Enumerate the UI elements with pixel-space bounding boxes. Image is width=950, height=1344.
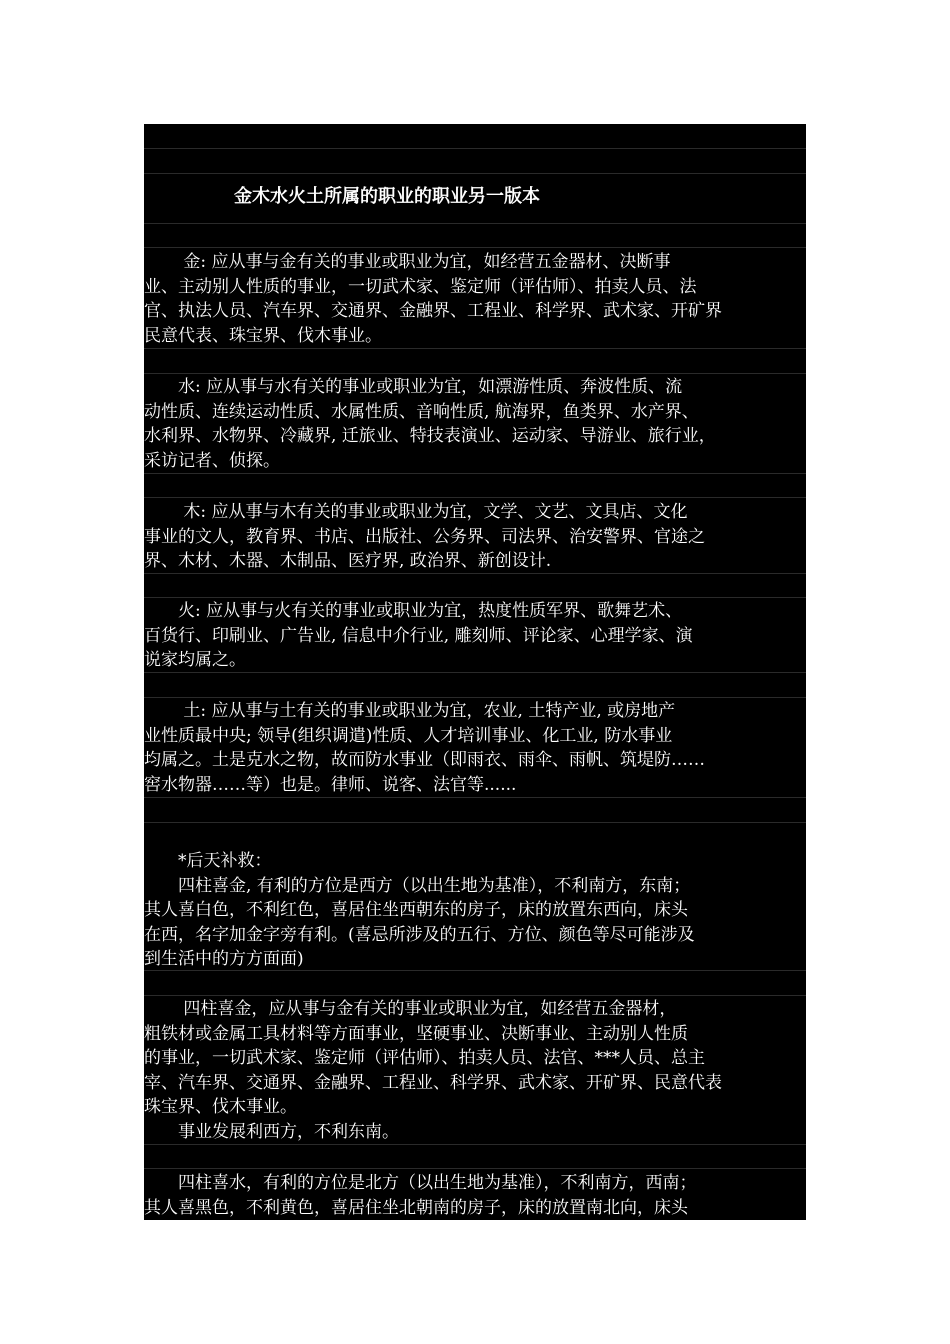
row-divider (144, 473, 806, 474)
row-divider (144, 348, 806, 349)
row-divider (144, 995, 806, 996)
text-line: 说家均属之。 (144, 650, 246, 670)
text-line: 民意代表、珠宝界、伐木事业。 (144, 325, 382, 346)
row-divider (144, 697, 806, 698)
text-line: 均属之。土是克水之物，故而防水事业（即雨衣、雨伞、雨帆、筑堤防…… (144, 750, 705, 770)
text-line: 火: 应从事与火有关的事业或职业为宜，热度性质军界、歌舞艺术、 (144, 601, 683, 621)
document-title: 金木水火土所属的职业的职业另一版本 (234, 186, 540, 207)
paragraph-shui (144, 375, 806, 473)
row-divider (144, 822, 806, 823)
text-line: 水利界、水物界、冷藏界, 迁旅业、特技表演业、运动家、导游业、旅行业， (144, 426, 716, 446)
text-line: 木: 应从事与木有关的事业或职业为宜，文学、文艺、文具店、文化 (144, 502, 688, 522)
text-line: 事业发展利西方，不利东南。 (144, 1121, 399, 1142)
text-line: 官、执法人员、汽车界、交通界、金融界、工程业、科学界、武术家、开矿界 (144, 301, 722, 321)
text-line: 四柱喜金, 有利的方位是西方（以出生地为基准），不利南方，东南； (144, 875, 691, 896)
text-line: 四柱喜金，应从事与金有关的事业或职业为宜，如经营五金器材， (144, 999, 677, 1019)
text-line: 的事业，一切武术家、鉴定师（评估师）、拍卖人员、法官、***人员、总主 (144, 1048, 705, 1068)
row-divider (144, 1144, 806, 1145)
row-divider (144, 247, 806, 248)
paragraph-mu (144, 500, 806, 574)
text-line: 其人喜白色，不利红色，喜居住坐西朝东的房子，床的放置东西向，床头 (144, 900, 688, 920)
text-line: 四柱喜水，有利的方位是北方（以出生地为基准），不利南方，西南； (144, 1173, 697, 1193)
document-page (144, 124, 806, 1220)
text-line: 业、主动别人性质的事业，一切武术家、鉴定师（评估师）、拍卖人员、法 (144, 276, 697, 297)
text-line: 百货行、印刷业、广告业, 信息中介行业, 雕刻师、评论家、心理学家、演 (144, 625, 693, 646)
row-divider (144, 223, 806, 224)
paragraph-jin (144, 250, 806, 348)
text-line: 珠宝界、伐木事业。 (144, 1097, 297, 1117)
paragraph-tu (144, 699, 806, 797)
row-divider (144, 373, 806, 374)
paragraph-xishui (144, 1171, 806, 1220)
row-divider (144, 148, 806, 149)
text-line: 业性质最中央; 领导(组织调遣)性质、人才培训事业、化工业, 防水事业 (144, 725, 673, 746)
row-divider (144, 597, 806, 598)
text-line: 土: 应从事与土有关的事业或职业为宜，农业, 土特产业, 或房地产 (144, 701, 676, 721)
text-line: 在西，名字加金字旁有利。(喜忌所涉及的五行、方位、颜色等尽可能涉及 (144, 924, 695, 945)
row-divider (144, 173, 806, 174)
text-line: 采访记者、侦探。 (144, 450, 280, 471)
text-line: 其人喜黑色，不利黄色，喜居住坐北朝南的房子，床的放置南北向，床头 (144, 1197, 688, 1218)
row-divider (144, 497, 806, 498)
row-divider (144, 797, 806, 798)
text-line: 宰、汽车界、交通界、金融界、工程业、科学界、武术家、开矿界、民意代表 (144, 1072, 722, 1093)
text-line: 金: 应从事与金有关的事业或职业为宜，如经营五金器材、决断事 (144, 252, 671, 272)
text-line: 到生活中的方方面面) (144, 949, 304, 969)
text-line: 水: 应从事与水有关的事业或职业为宜，如漂游性质、奔波性质、流 (144, 377, 683, 397)
text-line: 窖水物器……等）也是。律师、说客、法官等...... (144, 774, 517, 795)
row-divider (144, 1168, 806, 1169)
text-line: 界、木材、木器、木制品、医疗界, 政治界、新创设计. (144, 551, 552, 571)
paragraph-huo (144, 599, 806, 673)
text-line: *后天补救： (144, 851, 272, 871)
text-line: 动性质、连续运动性质、水属性质、音响性质, 航海界，鱼类界、水产界、 (144, 401, 699, 422)
text-line: 事业的文人，教育界、书店、出版社、公务界、司法界、治安警界、官途之 (144, 526, 705, 547)
paragraph-houtian (144, 849, 806, 972)
paragraph-xijin (144, 997, 806, 1144)
text-line: 粗铁材或金属工具材料等方面事业，坚硬事业、决断事业、主动别人性质 (144, 1023, 688, 1044)
